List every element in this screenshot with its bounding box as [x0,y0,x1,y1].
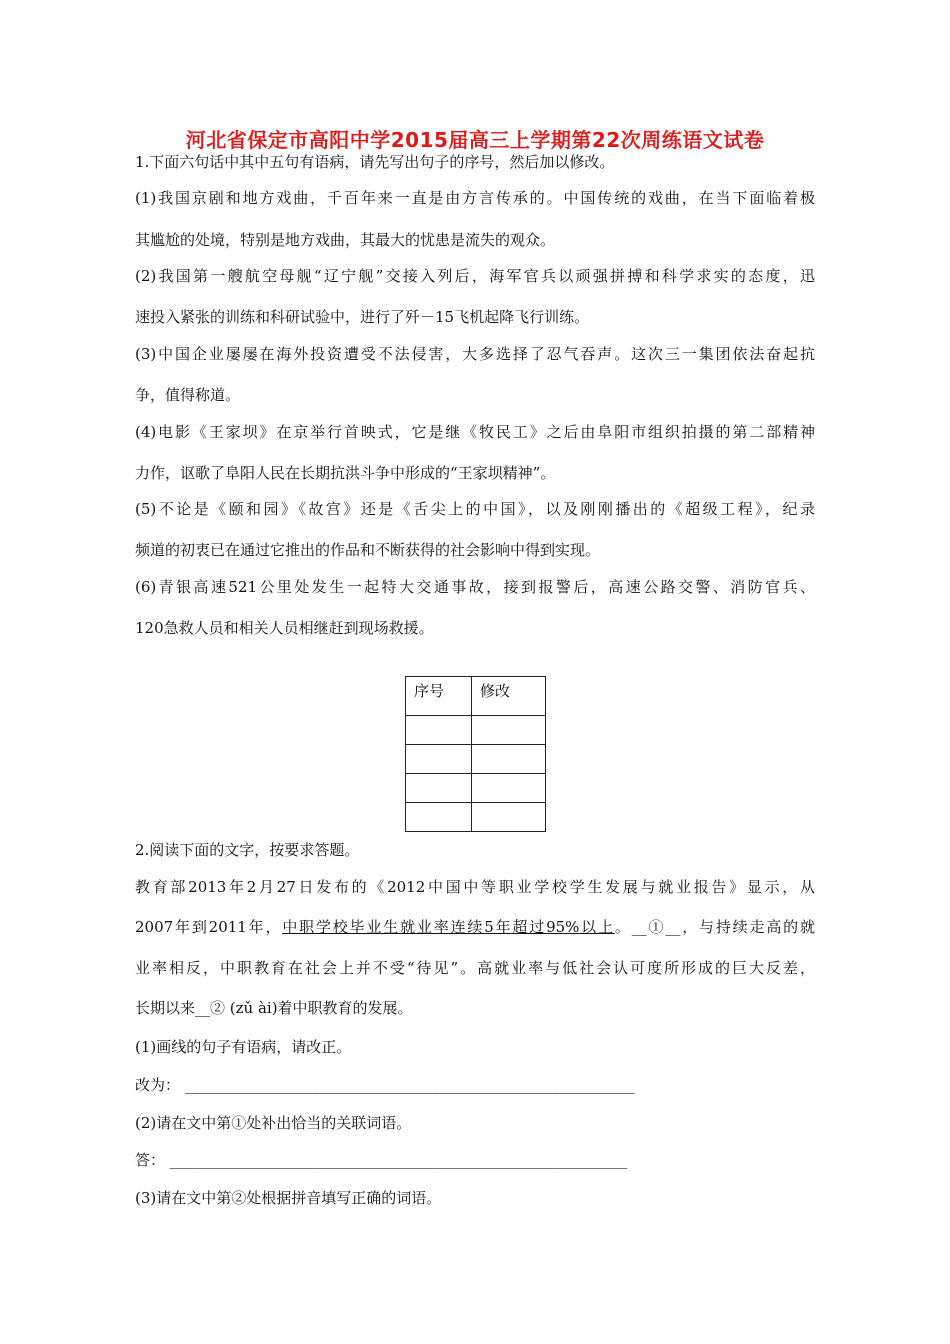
q1-sentence-5-line-1: (5)不论是《颐和园》《故宫》还是《舌尖上的中国》，以及刚刚播出的《超级工程》，纪录 [135,500,815,518]
answer-table-header [406,677,546,716]
q1-sentence-3-line-2: 争，值得称道。 [135,386,241,404]
q1-sentence-1-line-2: 其尴尬的处境，特别是地方戏曲，其最大的忧患是流失的观众。 [135,231,556,249]
q2-answer-2-line[interactable]: 答： _____________________________________________________________ [135,1151,628,1169]
answer-table-row [406,774,546,803]
q1-sentence-5-line-2: 频道的初衷已在通过它推出的作品和不断获得的社会影响中得到实现。 [135,541,601,559]
q2-passage-line-2 [135,917,815,937]
q1-sentence-4-line-2: 力作，讴歌了阜阳人民在长期抗洪斗争中形成的“王家坝精神”。 [135,464,556,482]
q2-subquestion-3: (3)请在文中第②处根据拼音填写正确的词语。 [135,1189,442,1207]
answer-table-row [406,803,546,832]
q1-sentence-3-line-1: (3)中国企业屡屡在海外投资遭受不法侵害，大多选择了忍气吞声。这次三一集团依法奋起抗 [135,345,815,363]
q2-passage-line-2-end: 。__①__，与持续走高的就 [614,918,815,936]
answer-cell-revision[interactable] [472,745,546,774]
q1-sentence-1-line-1: (1)我国京剧和地方戏曲，千百年来一直是由方言传承的。中国传统的戏曲，在当下面临着极 [135,189,815,207]
answer-table-row [406,716,546,745]
q2-prompt: 2.阅读下面的文字，按要求答题。 [135,841,360,859]
answer-cell-number[interactable] [406,716,472,745]
answer-cell-revision[interactable] [472,774,546,803]
answer-table [405,676,546,832]
answer-cell-revision[interactable] [472,716,546,745]
q2-underlined-sentence: 中职学校毕业生就业率连续5年超过95%以上 [282,918,615,936]
q2-passage-line-1: 教育部2013年2月27日发布的《2012中国中等职业学校学生发展与就业报告》显示，从 [135,878,815,896]
answer-table-row [406,745,546,774]
answer-table-header-number: 序号 [406,677,472,716]
answer-cell-number[interactable] [406,745,472,774]
answer-table-header-revision: 修改 [472,677,546,716]
answer-cell-number[interactable] [406,803,472,832]
q1-sentence-6-line-2: 120急救人员和相关人员相继赶到现场救援。 [135,619,434,637]
q1-sentence-2-line-1: (2)我国第一艘航空母舰“辽宁舰”交接入列后，海军官兵以顽强拼搏和科学求实的态度，迅 [135,267,815,285]
q1-prompt: 1.下面六句话中其中五句有语病，请先写出句子的序号，然后加以修改。 [135,153,615,171]
q2-passage-line-2-start: 2007年到2011年， [135,918,283,936]
q2-passage-line-4: 长期以来__② (zǔ ài)着中职教育的发展。 [135,999,413,1017]
q2-subquestion-1: (1)画线的句子有语病，请改正。 [135,1038,352,1056]
answer-cell-revision[interactable] [472,803,546,832]
q2-subquestion-2: (2)请在文中第①处补出恰当的关联词语。 [135,1114,412,1132]
q1-sentence-4-line-1: (4)电影《王家坝》在京举行首映式，它是继《牧民工》之后由阜阳市组织拍摄的第二部精神 [135,423,815,441]
q2-passage-line-3: 业率相反，中职教育在社会上并不受“待见”。高就业率与低社会认可度所形成的巨大反差， [135,959,815,977]
q2-answer-1-line[interactable]: 改为： ____________________________________________________________ [135,1076,635,1094]
q1-sentence-2-line-2: 速投入紧张的训练和科研试验中，进行了歼－15飞机起降飞行训练。 [135,308,590,326]
q1-sentence-6-line-1: (6)青银高速521公里处发生一起特大交通事故，接到报警后，高速公路交警、消防官兵、 [135,578,815,596]
page-title: 河北省保定市高阳中学2015届高三上学期第22次周练语文试卷 [185,128,765,152]
answer-cell-number[interactable] [406,774,472,803]
